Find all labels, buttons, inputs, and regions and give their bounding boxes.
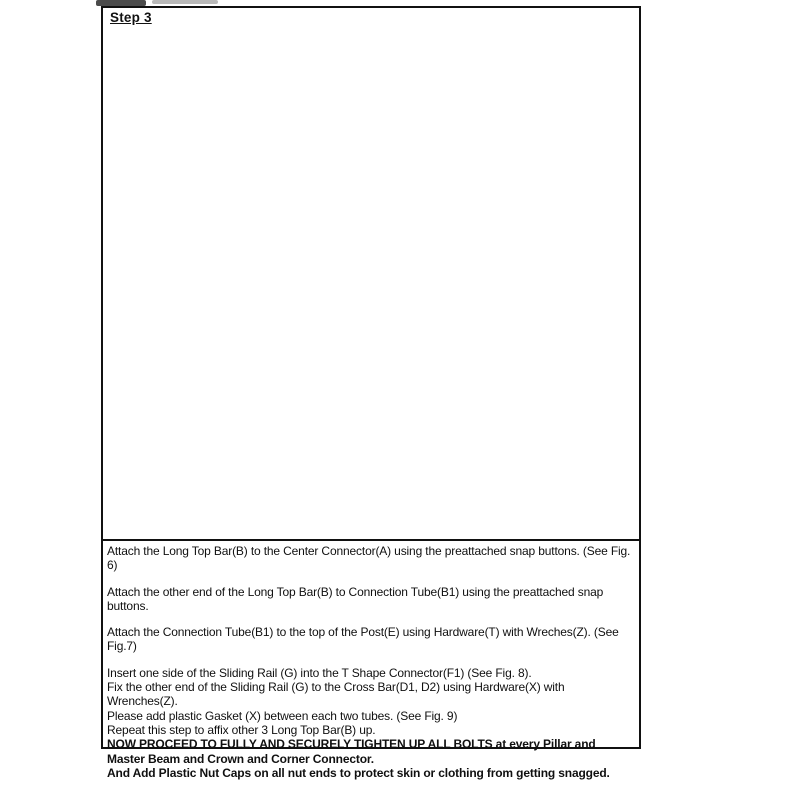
page-border xyxy=(101,6,641,780)
instruction-text-block xyxy=(103,539,639,780)
instruction-line: Fix the other end of the Sliding Rail (G) to the Cross Bar(D1, D2) using Hardware(X) with Wrenches(Z). xyxy=(107,680,565,709)
instruction-line: Attach the other end of the Long Top Bar(B) to Connection Tube(B1) using the preattached snap buttons. xyxy=(107,584,604,613)
instruction-line: Attach the Long Top Bar(B) to the Center Connector(A) using the preattached snap buttons. (See Fig. 6) xyxy=(107,544,631,573)
step-title: Step 3 xyxy=(110,10,152,25)
instruction-line: Repeat this step to affix other 3 Long Top Bar(B) up. xyxy=(107,722,376,737)
instruction-line: Please add plastic Gasket (X) between each two tubes. (See Fig. 9) xyxy=(107,708,458,723)
instruction-line: Insert one side of the Sliding Rail (G) into the T Shape Connector(F1) (See Fig. 8). xyxy=(107,665,532,680)
instruction-line-warning: NOW PROCEED TO FULLY AND SECURELY TIGHTEN UP ALL BOLTS at every Pillar and Master Beam and Crown and Corner Connector. xyxy=(107,737,596,766)
instruction-line: Attach the Connection Tube(B1) to the top of the Post(E) using Hardware(T) with Wreches(Z). (See Fig.7) xyxy=(107,625,619,654)
instruction-line-warning: And Add Plastic Nut Caps on all nut ends to protect skin or clothing from getting snagged. xyxy=(107,765,610,780)
